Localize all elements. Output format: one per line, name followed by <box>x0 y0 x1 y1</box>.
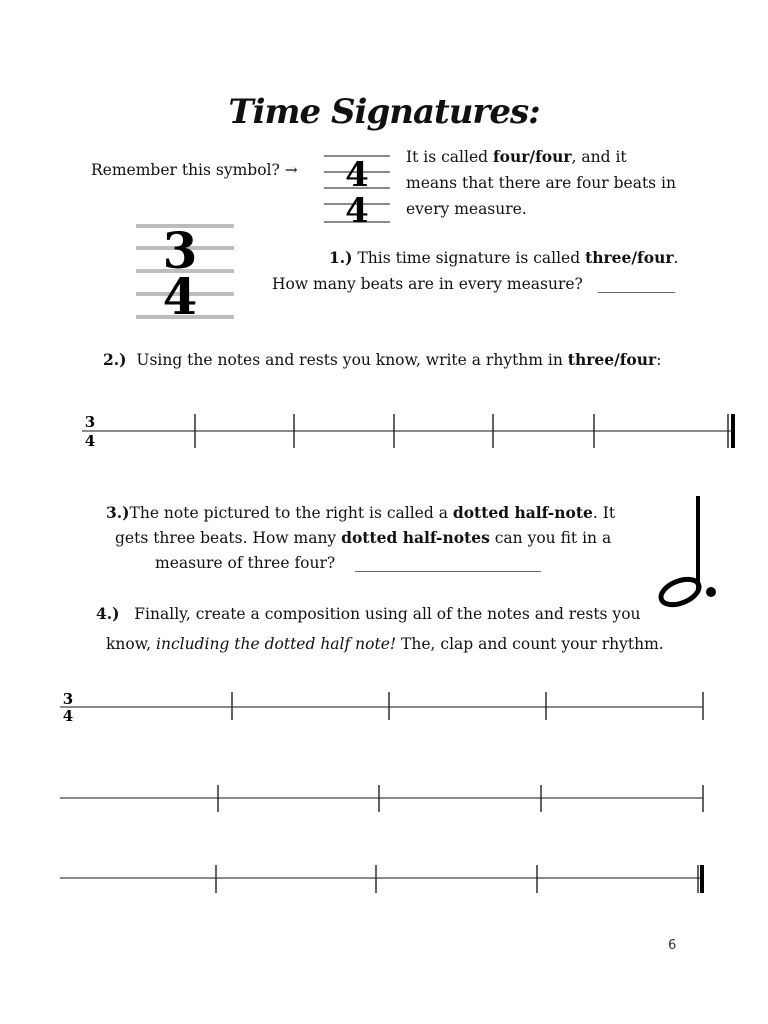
q3-answer-blank[interactable]: ________________________ <box>354 554 541 572</box>
q1-line-2: How many beats are in every measure? __________ <box>272 275 676 293</box>
q1-number: 1.) <box>329 248 353 267</box>
q2-ts-top: 3 <box>84 413 96 431</box>
q4-ts-top: 3 <box>62 690 74 708</box>
q3-line-3: measure of three four? ________________________ <box>155 554 541 572</box>
q4-line-2: know, including the dotted half note! The, clap and count your rhythm. <box>106 635 664 653</box>
q2-prompt: 2.) Using the notes and rests you know, write a rhythm in three/four: <box>103 350 662 369</box>
composition-staff-row-1[interactable] <box>58 688 718 728</box>
remember-text: Remember this symbol? → <box>91 161 298 179</box>
composition-staff-row-3[interactable] <box>58 862 718 898</box>
q4-number: 4.) <box>96 604 120 623</box>
three-four-time-signature <box>136 220 236 322</box>
intro-line-3: every measure. <box>406 200 527 218</box>
q3-number: 3.) <box>106 503 130 522</box>
q1-answer-blank[interactable]: __________ <box>597 275 676 293</box>
ts-bottom-digit: 4 <box>345 191 369 228</box>
ts-top-digit: 4 <box>345 155 369 195</box>
q4-line-1: 4.) Finally, create a composition using all of the notes and rests you <box>96 604 641 623</box>
q4-ts-bottom: 4 <box>62 707 74 725</box>
intro-line-2: means that there are four beats in <box>406 174 677 192</box>
q2-number: 2.) <box>103 350 127 369</box>
q2-ts-bottom: 4 <box>84 432 96 450</box>
q3-line-1: 3.)The note pictured to the right is called a dotted half-note. It <box>106 503 616 522</box>
composition-staff-row-2[interactable] <box>58 782 718 818</box>
dotted-half-note-icon <box>655 492 725 612</box>
q1-line-1: 1.) This time signature is called three/four. <box>329 248 679 267</box>
intro-line-1: It is called four/four, and it <box>406 147 627 166</box>
big-ts-bottom-digit: 4 <box>162 267 198 322</box>
page-number: 6 <box>668 938 677 953</box>
q2-staff[interactable] <box>78 405 738 455</box>
page-title: Time Signatures: <box>228 92 540 132</box>
four-four-time-signature <box>322 148 392 228</box>
q3-line-2: gets three beats. How many dotted half-notes can you fit in a <box>115 528 612 547</box>
big-ts-top-digit: 3 <box>162 221 198 280</box>
